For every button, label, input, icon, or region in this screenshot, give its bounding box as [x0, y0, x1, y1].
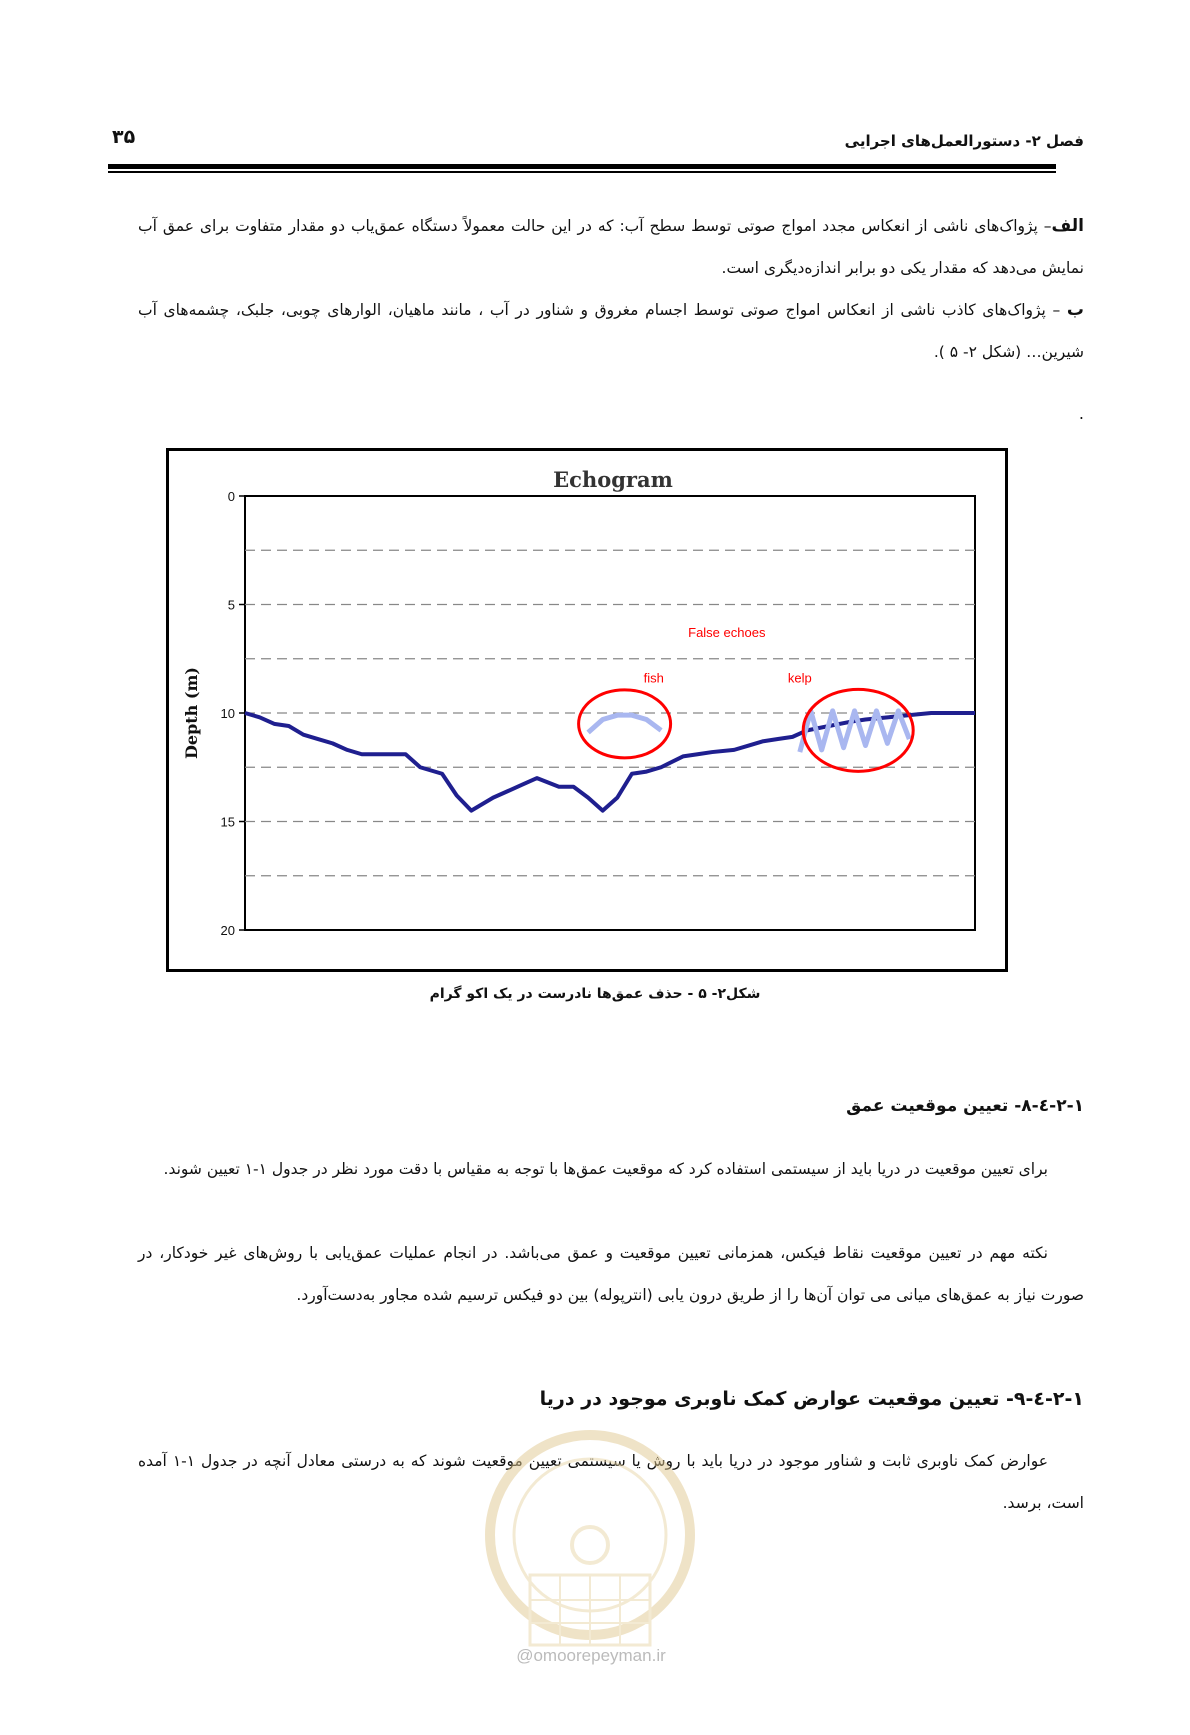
section-8-paragraph-2	[138, 1232, 1084, 1316]
annotation-layer	[579, 625, 914, 771]
item-a-label: الف	[1051, 216, 1084, 236]
y-tick-label: 20	[220, 923, 235, 938]
figure-caption: شکل۲- ۵ - حذف عمق‌ها نادرست در یک اکو گرام	[429, 986, 761, 1002]
section-9-p1-text: عوارض کمک ناوبری ثابت و شناور موجود در دریا باید با روش یا سیستمی تعیین موقعیت شوند که به درستی معادل آنچه در جدول ۱-۱ آمده است، برسد.	[138, 1452, 1084, 1512]
y-tick-label: 15	[220, 814, 235, 830]
depth-series-line	[245, 713, 975, 811]
series-layer	[245, 711, 975, 811]
section-8-paragraph-1	[138, 1148, 1084, 1190]
item-a-text: – پژواک‌های ناشی از انعکاس مجدد امواج صوتی توسط سطح آب: که در این حالت معمولاً دستگاه عمق‌یاب دو مقدار متفاوت برای عمق آب نمایش می‌دهد که مقدار یکی دو برابر اندازه‌دیگری است.	[138, 217, 1084, 277]
false-echoes-label: False echoes	[688, 625, 766, 641]
section-8-heading: ۲-۱-٤-۸- تعیین موقعیت عمق	[846, 1096, 1084, 1116]
echogram-chart	[169, 451, 1005, 969]
section-8-p2-text: نکته مهم در تعیین موقعیت نقاط فیکس، همزمانی تعیین موقعیت و عمق می‌باشد. در انجام عملیات عمق‌یابی با روش‌های غیر خودکار، در صورت نیاز به عمق‌های میانی می توان آن‌ها را از طریق درون یابی (انترپوله) بین دو فیکس ترسیم شده مجاور به‌دست‌آورد.	[138, 1244, 1084, 1304]
watermark-text: @omoorepeyman.ir	[516, 1646, 666, 1665]
y-tick-label: 5	[227, 597, 235, 613]
chart-title: Echogram	[553, 467, 673, 492]
stray-dot: .	[1078, 404, 1084, 423]
item-a	[138, 205, 1084, 289]
grid-lines	[245, 550, 975, 876]
echogram-figure	[166, 448, 1008, 972]
item-b-label: ب	[1066, 300, 1084, 320]
item-b	[138, 289, 1084, 373]
item-b-text: – پژواک‌های کاذب ناشی از انعکاس امواج صوتی توسط اجسام مغروق و شناور در آب ، مانند ماهیان، الوارهای چوبی، جلبک، چشمه‌های آب شیرین… (شکل ۲- ۵ ).	[138, 301, 1084, 361]
y-tick-label: 0	[227, 489, 235, 504]
section-8-p1-text: برای تعیین موقعیت در دریا باید از سیستمی استفاده کرد که موقعیت عمق‌ها با توجه به مقیاس با دقت مورد نظر در جدول ۱-۱ تعیین شوند.	[163, 1160, 1048, 1178]
y-axis-label: Depth (m)	[182, 667, 201, 759]
kelp-label: kelp	[787, 670, 812, 686]
fish-false-echo-line	[588, 715, 661, 732]
y-tick-label: 10	[220, 706, 235, 721]
page-number: ۳۵	[112, 126, 136, 148]
plot-area-border	[245, 496, 975, 930]
header-rule-thick	[108, 164, 1056, 169]
y-axis-ticks	[221, 489, 245, 938]
section-9-heading: ۲-۱-٤-۹- تعیین موقعیت عوارض کمک ناوبری موجود در دریا	[539, 1388, 1084, 1410]
watermark-logo	[460, 1425, 720, 1735]
chapter-title: فصل ۲- دستورالعمل‌های اجرایی	[844, 132, 1084, 150]
header-rule-thin	[108, 171, 1056, 173]
fish-label: fish	[643, 670, 664, 686]
fish-circle	[579, 690, 671, 758]
